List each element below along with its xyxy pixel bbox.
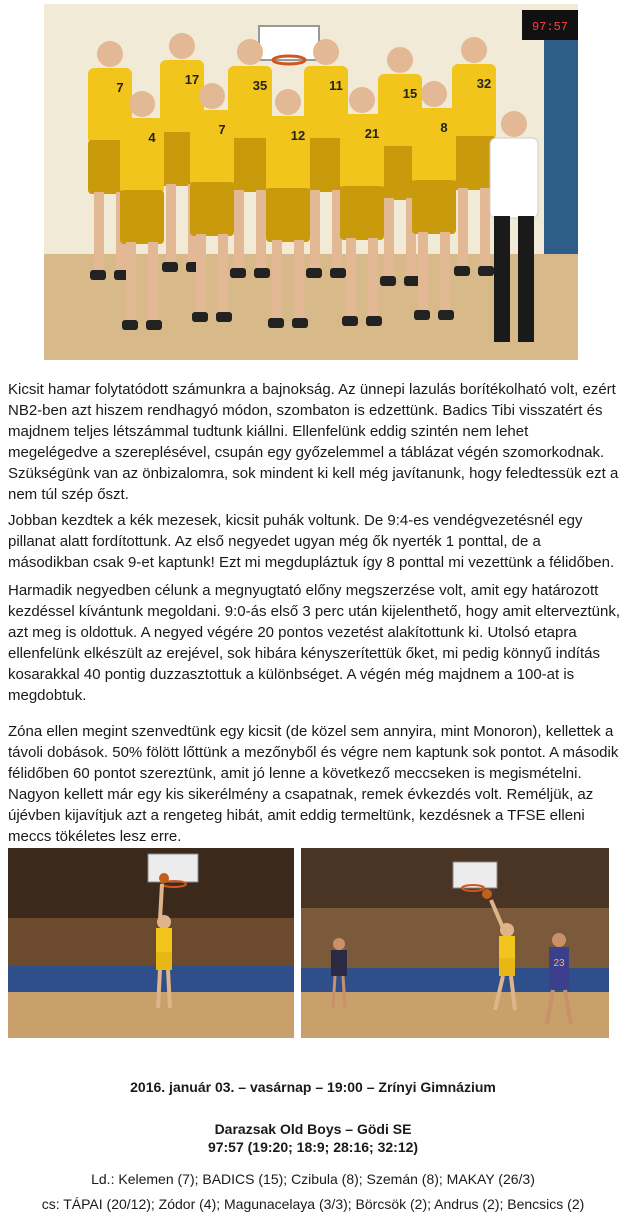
court-side-padding (8, 966, 294, 992)
jersey-number: 4 (148, 130, 156, 145)
jersey-number: 21 (364, 126, 380, 141)
jersey-number: 8 (440, 120, 448, 135)
jersey-number: 12 (290, 128, 306, 143)
backboard (148, 854, 198, 882)
match-teams: Darazsak Old Boys – Gödi SE (214, 1121, 412, 1137)
jersey-number: 7 (116, 80, 124, 95)
article-paragraph-4: Zóna ellen megint szenvedtünk egy kicsit (de közel sem annyira, mint Monoron), kellettek a távoli dobások. 50% fölött lőttünk a mezőnyből és végre nem kaptunk sok pontot. A második félidőben 60 pontot szereztünk, amit jó lenne a következő meccseken is megismételni. Nagyon kellett már egy kis sikerélmény a csapatnak, remek évkezdés volt. Reméljük, az újévben kijavítjuk azt a rengeteg hibát, amit eddig termeltünk, kezdésnek a TFSE elleni meccs tökéletes lesz erre. (8, 723, 619, 845)
team-photo (44, 4, 578, 360)
jersey-number: 7 (218, 122, 226, 137)
jersey-number: 17 (184, 72, 200, 87)
action-photo-right (301, 848, 609, 1038)
match-score: 97:57 (19:20; 18:9; 28:16; 32:12) (207, 1139, 419, 1155)
lineup-line-2: cs: TÁPAI (20/12); Zódor (4); Magunacelaya (3/3); Börcsök (2); Andrus (2); Bencsics (2) (41, 1196, 585, 1212)
article-paragraph-3: Harmadik negyedben célunk a megnyugtató előny megszerzése volt, amit egy határozott kezdéssel kívántunk megoldani. 9:0-ás első 3 perc után kijelenthető, hogy amit elterveztünk, azt meg is oldottuk. A negyed végére 20 pontos vezetést alakítottunk ki. Utolsó etapra ellenfelünk elkészült az erejével, sok hibára kényszerítettük őket, mi pedig könnyű indítás kosarakkal 40 pontig duzzasztottuk a különbséget. A végén még majdnem a 100-at is megdobtuk. (8, 582, 621, 704)
action-photo-right-illustration (301, 848, 609, 1038)
jersey-number: 35 (252, 78, 268, 93)
match-date-line: 2016. január 03. – vasárnap – 19:00 – Zrínyi Gimnázium (130, 1079, 496, 1095)
article-paragraph-2: Jobban kezdtek a kék mezesek, kicsit puhák voltunk. De 9:4-es vendégvezetésnél egy pillanat alatt fordítottunk. Az első negyedet ugyan még ők nyerték 1 ponttal, de a másodikban csak 9-et kaptunk! Ezt mi megdupláztuk így 8 ponttal mi vezettünk a félidőben. (8, 512, 615, 571)
basketball (159, 873, 169, 883)
defender-number: 23 (553, 958, 565, 969)
action-photo-left (8, 848, 294, 1038)
jersey-number: 11 (329, 78, 343, 93)
action-photo-left-illustration (8, 848, 294, 1038)
scoreboard-score: 97:57 (531, 20, 569, 34)
lineup-line-1: Ld.: Kelemen (7); BADICS (15); Czibula (8); Szemán (8); MAKAY (26/3) (91, 1171, 535, 1187)
jersey-number: 15 (402, 86, 418, 101)
jersey-number: 32 (476, 76, 492, 91)
basketball (482, 889, 492, 899)
wall-padding (544, 34, 578, 254)
article-paragraph-1: Kicsit hamar folytatódott számunkra a bajnokság. Az ünnepi lazulás borítékolható volt, ezért NB2-ben azt hiszem rendhagyó módon, szombaton is edzettünk. Badics Tibi visszatért és majdnem teljes létszámmal tudtunk kiállni. Ellenfelünk eddig szintén nem lehet megelégedve a szereplésével, csupán egy győzelemmel a táblázat végén szomorkodnak. Szükségünk van az önbizalomra, sok mindent ki kell még javítanunk, hogy feledtessük ezt a nem túl szép őszt. (8, 381, 619, 503)
team-photo-illustration (44, 4, 578, 360)
